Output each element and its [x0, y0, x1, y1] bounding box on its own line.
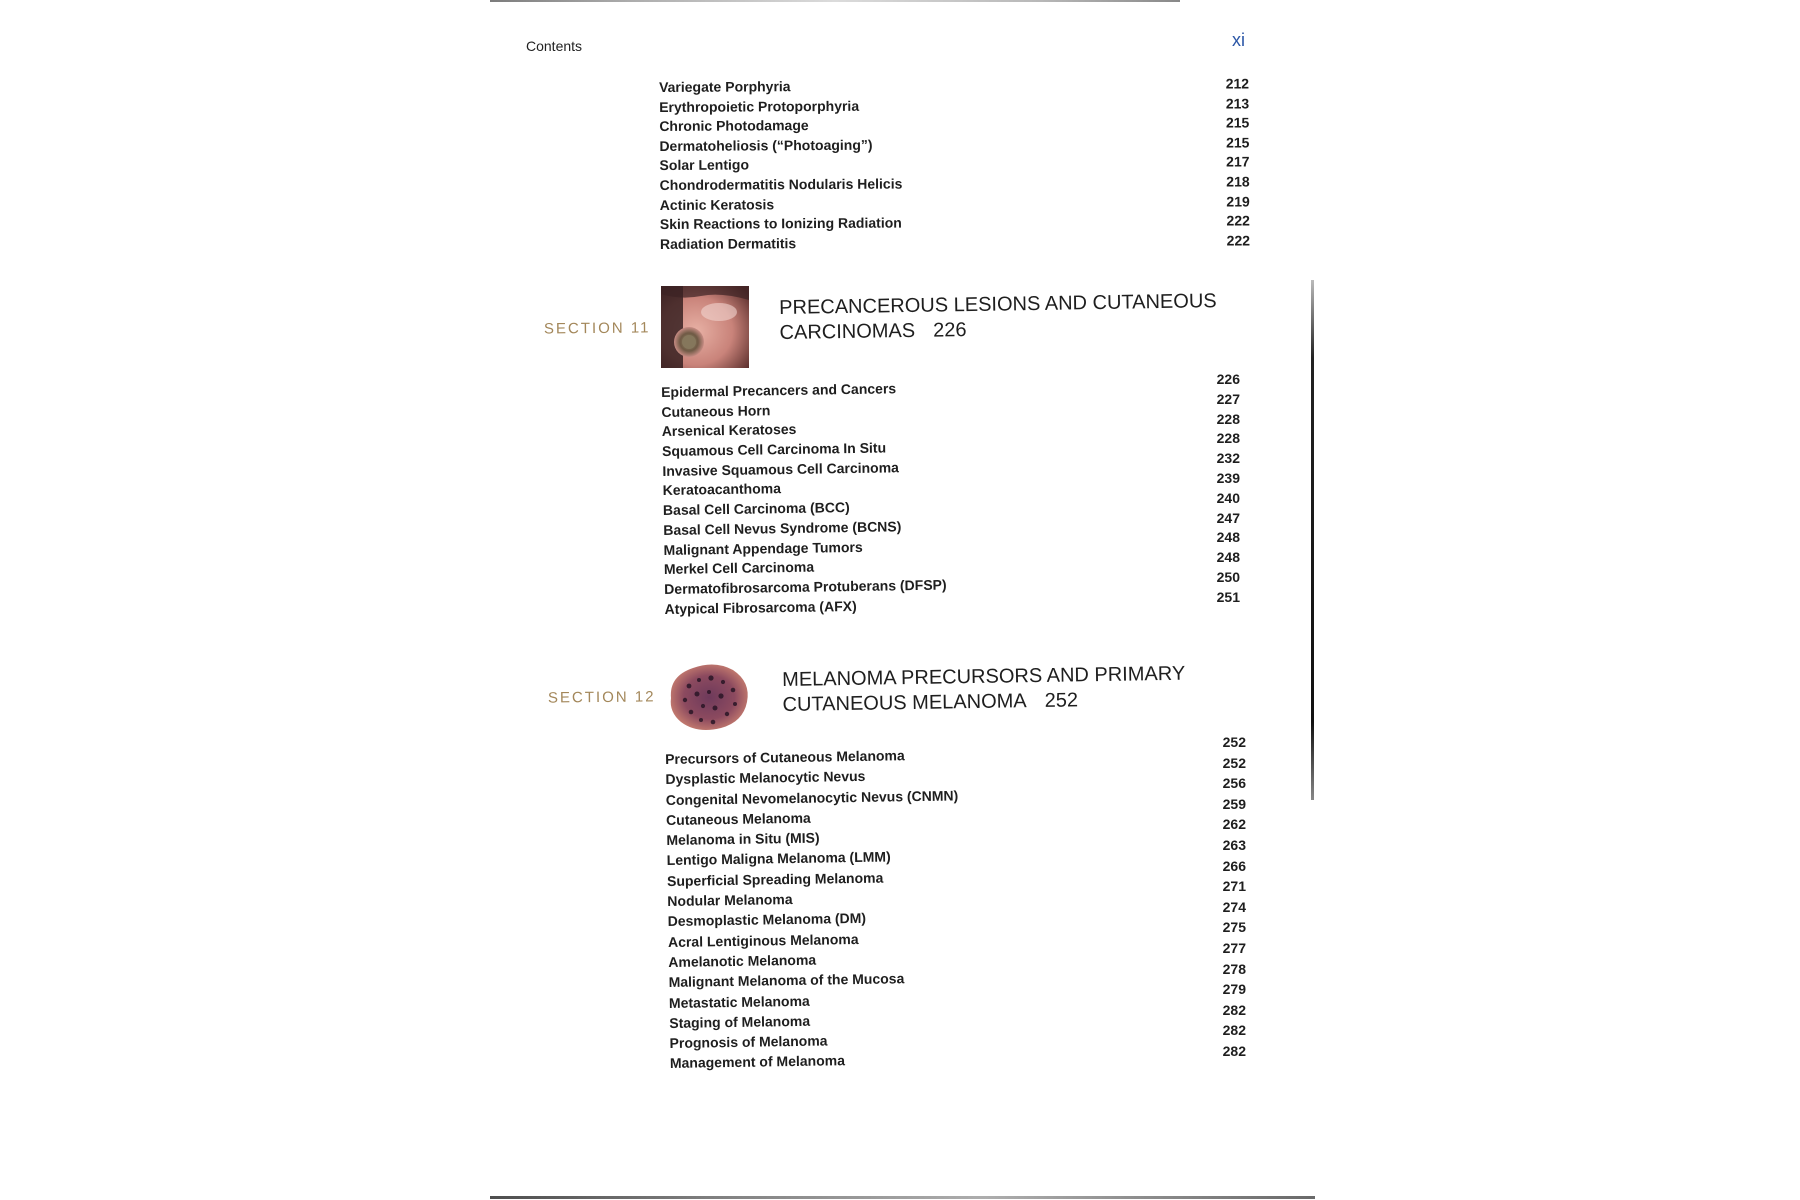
toc-entry-title: Nodular Melanoma [667, 891, 793, 910]
toc-entry-title: Prognosis of Melanoma [669, 1032, 828, 1052]
toc-entry-title: Congenital Nevomelanocytic Nevus (CNMN) [665, 786, 959, 808]
toc-entry-title: Chondrodermatitis Nodularis Helicis [659, 175, 903, 193]
toc-entry-title: Superficial Spreading Melanoma [666, 869, 884, 889]
toc-entry-page: 232 [1216, 450, 1240, 467]
toc-entry [660, 232, 1250, 255]
toc-entry-page: 248 [1216, 529, 1240, 546]
section-12-page-numbers [1206, 734, 1246, 1074]
toc-entry-page: 252 [1222, 734, 1246, 750]
toc-entry [670, 1050, 1000, 1075]
section-12-label: SECTION 12 [547, 688, 656, 707]
toc-entry-title: Variegate Porphyria [659, 78, 791, 95]
toc-entry-title: Management of Melanoma [669, 1052, 846, 1072]
skin-lesion-photo-icon [661, 286, 749, 368]
toc-entry-title: Merkel Cell Carcinoma [663, 558, 815, 578]
toc-entry-title: Chronic Photodamage [659, 117, 809, 135]
section-11-title [779, 289, 1217, 346]
toc-entry-page: 271 [1222, 878, 1246, 895]
toc-entry-title: Dermatoheliosis (“Photoaging”) [659, 136, 873, 154]
toc-entry-title: Dermatofibrosarcoma Protuberans (DFSP) [664, 576, 947, 597]
toc-entry-page: 252 [1222, 754, 1246, 771]
toc-entry-title: Skin Reactions to Ionizing Radiation [659, 214, 902, 233]
section-12-toc-list [665, 746, 1000, 1076]
toc-entry-title: Cutaneous Melanoma [665, 809, 811, 828]
toc-entry-title: Solar Lentigo [659, 156, 750, 174]
toc-entry-title: Keratoacanthoma [662, 480, 782, 499]
toc-entry-page: 277 [1222, 939, 1246, 956]
toc-entry-page: 259 [1222, 795, 1246, 812]
section-11-photo [661, 286, 749, 368]
section-11-label: SECTION 11 [543, 319, 651, 338]
toc-entry-title: Invasive Squamous Cell Carcinoma [662, 459, 899, 479]
section-12-photo [663, 656, 753, 736]
toc-entry-page: 248 [1216, 549, 1240, 566]
toc-entry-page: 218 [1226, 173, 1250, 190]
toc-entry-title: Basal Cell Carcinoma (BCC) [662, 499, 850, 519]
section-11-title-line-1: PRECANCEROUS LESIONS AND CUTANEOUS [779, 290, 1217, 319]
toc-entry-title: Arsenical Keratoses [661, 421, 797, 440]
section-12-title-line-2: CUTANEOUS MELANOMA 252 [782, 689, 1079, 716]
toc-entry-page: 219 [1226, 192, 1250, 210]
toc-entry-title: Staging of Melanoma [669, 1012, 811, 1031]
section-12-start-page: 252 [1044, 689, 1079, 712]
toc-entry-page: 251 [1216, 588, 1240, 605]
running-head: Contents [526, 38, 583, 54]
section-11-page-numbers [1200, 371, 1240, 609]
preceding-toc-list [659, 75, 1250, 255]
toc-entry-page: 282 [1222, 1022, 1246, 1039]
section-11-toc-list [661, 379, 995, 620]
toc-entry-title: Erythropoietic Protoporphyria [659, 97, 860, 115]
toc-entry-title: Basal Cell Nevus Syndrome (BCNS) [663, 518, 902, 538]
toc-entry-page: 279 [1222, 981, 1246, 998]
toc-entry-page: 228 [1216, 410, 1240, 427]
toc-entry-title: Actinic Keratosis [659, 195, 775, 213]
toc-entry-title: Radiation Dermatitis [659, 234, 797, 252]
toc-entry-page: 250 [1216, 568, 1240, 585]
toc-entry-page: 240 [1216, 489, 1240, 506]
toc-entry-title: Squamous Cell Carcinoma In Situ [661, 439, 887, 460]
toc-entry-page: 215 [1225, 114, 1250, 131]
toc-entry-page: 227 [1216, 390, 1240, 407]
toc-entry-page: 215 [1225, 134, 1250, 151]
toc-entry-title: Epidermal Precancers and Cancers [661, 380, 897, 400]
toc-entry [664, 595, 994, 620]
toc-entry-title: Malignant Melanoma of the Mucosa [668, 970, 905, 991]
toc-entry-title: Metastatic Melanoma [668, 992, 810, 1011]
toc-entry-page: 275 [1222, 919, 1246, 936]
toc-entry-page: 217 [1226, 153, 1250, 170]
melanoma-lesion-photo-icon [663, 656, 753, 736]
toc-entry-title: Acral Lentiginous Melanoma [667, 930, 859, 950]
toc-entry-page: 222 [1226, 232, 1251, 249]
toc-entry-page: 228 [1216, 430, 1240, 447]
toc-entry-title: Melanoma in Situ (MIS) [666, 829, 820, 849]
toc-entry-title: Atypical Fibrosarcoma (AFX) [664, 597, 857, 617]
toc-entry-title: Dysplastic Melanocytic Nevus [665, 768, 866, 788]
toc-entry-page: 226 [1216, 371, 1240, 387]
section-12-title [782, 662, 1186, 718]
page-number: xi [1232, 30, 1245, 50]
page-bottom-edge [490, 1196, 1315, 1199]
toc-entry-title: Desmoplastic Melanoma (DM) [667, 910, 867, 930]
toc-entry-title: Cutaneous Horn [661, 401, 771, 420]
toc-entry-title: Amelanotic Melanoma [668, 951, 817, 970]
toc-entry-page: 212 [1225, 75, 1250, 92]
toc-entry-title: Malignant Appendage Tumors [663, 538, 863, 558]
toc-entry-page: 278 [1222, 960, 1246, 977]
toc-entry-page: 263 [1222, 836, 1246, 853]
section-11-title-line-2: CARCINOMAS 226 [779, 319, 967, 344]
page-right-edge [1311, 280, 1314, 800]
toc-entry-page: 274 [1222, 898, 1246, 915]
section-12-title-line-1: MELANOMA PRECURSORS AND PRIMARY [782, 662, 1186, 691]
section-11-start-page: 226 [932, 319, 967, 342]
toc-entry-page: 213 [1225, 94, 1250, 112]
toc-entry-page: 239 [1216, 469, 1240, 486]
toc-entry-page: 256 [1222, 775, 1246, 792]
page-top-edge [490, 0, 1180, 2]
toc-entry-title: Precursors of Cutaneous Melanoma [665, 747, 905, 767]
toc-entry-page: 282 [1222, 1042, 1246, 1059]
toc-entry-page: 282 [1222, 1001, 1246, 1018]
toc-entry-page: 262 [1222, 816, 1246, 833]
toc-entry-page: 247 [1216, 509, 1240, 526]
toc-entry-title: Lentigo Maligna Melanoma (LMM) [666, 848, 891, 869]
toc-entry-page: 266 [1222, 857, 1246, 874]
toc-entry-page: 222 [1226, 212, 1250, 229]
